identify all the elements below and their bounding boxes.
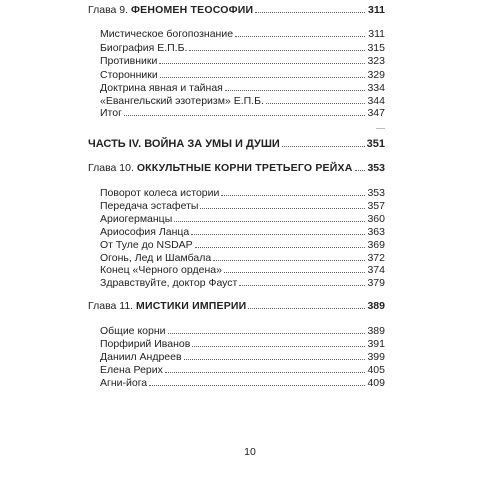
toc-entry: Доктрина явная и тайная 334	[100, 82, 385, 94]
part-4-title: ЧАСТЬ IV. ВОЙНА ЗА УМЫ И ДУШИ	[88, 138, 280, 150]
chapter-10-prefix: Глава 10.	[88, 162, 134, 174]
leader-dots	[355, 170, 366, 171]
chapter-9-page: 311	[368, 4, 385, 16]
chapter-11-prefix: Глава 11.	[88, 300, 134, 312]
toc-entry: Здравствуйте, доктор Фауст 379	[100, 277, 385, 289]
toc-entry: Порфирий Иванов 391	[100, 338, 385, 350]
toc-entry: Ариософия Ланца 363	[100, 226, 385, 238]
toc-entry: Итог 347	[100, 107, 385, 119]
page-number: 10	[244, 446, 256, 458]
chapter-11-title: МИСТИКИ ИМПЕРИИ	[136, 300, 247, 312]
divider	[376, 128, 385, 129]
chapter-10-page: 353	[367, 162, 385, 174]
part-4-heading	[88, 138, 385, 150]
toc-entry: Елена Рерих 405	[100, 364, 385, 376]
toc-entry: Поворот колеса истории 353	[100, 187, 385, 199]
leader-dots	[282, 146, 365, 147]
toc-entry: Даниил Андреев 399	[100, 351, 385, 363]
toc-entry: Общие корни 389	[100, 325, 385, 337]
toc-entry: От Туле до NSDAP 369	[100, 239, 385, 251]
part-4-page: 351	[366, 138, 385, 150]
chapter-9-title: ФЕНОМЕН ТЕОСОФИИ	[130, 4, 254, 16]
leader-dots	[255, 12, 365, 13]
chapter-9-prefix: Глава 9.	[88, 4, 129, 16]
toc-entry: Мистическое богопознание 311	[100, 28, 385, 40]
toc-entry: Биография Е.П.Б. 315	[100, 42, 385, 54]
toc-entry: Сторонники 329	[100, 69, 385, 81]
toc-entry: Огонь, Лед и Шамбала 372	[100, 252, 385, 264]
chapter-11-heading	[88, 300, 385, 312]
toc-entry: Ариогерманцы 360	[100, 213, 385, 225]
chapter-10-title: ОККУЛЬТНЫЕ КОРНИ ТРЕТЬЕГО РЕЙХА	[136, 162, 353, 174]
leader-dots	[248, 308, 365, 309]
toc-entry: Противники 323	[100, 55, 385, 67]
toc-entry: Агни-йога 409	[100, 377, 385, 389]
toc-entry: Конец «Черного ордена» 374	[100, 264, 385, 276]
chapter-11-page: 389	[367, 300, 385, 312]
chapter-10-heading	[88, 162, 385, 174]
toc-entry: Передача эстафеты 357	[100, 200, 385, 212]
chapter-9-heading	[88, 4, 385, 16]
toc-entry: «Евангельский эзотеризм» Е.П.Б. 344	[100, 95, 385, 107]
